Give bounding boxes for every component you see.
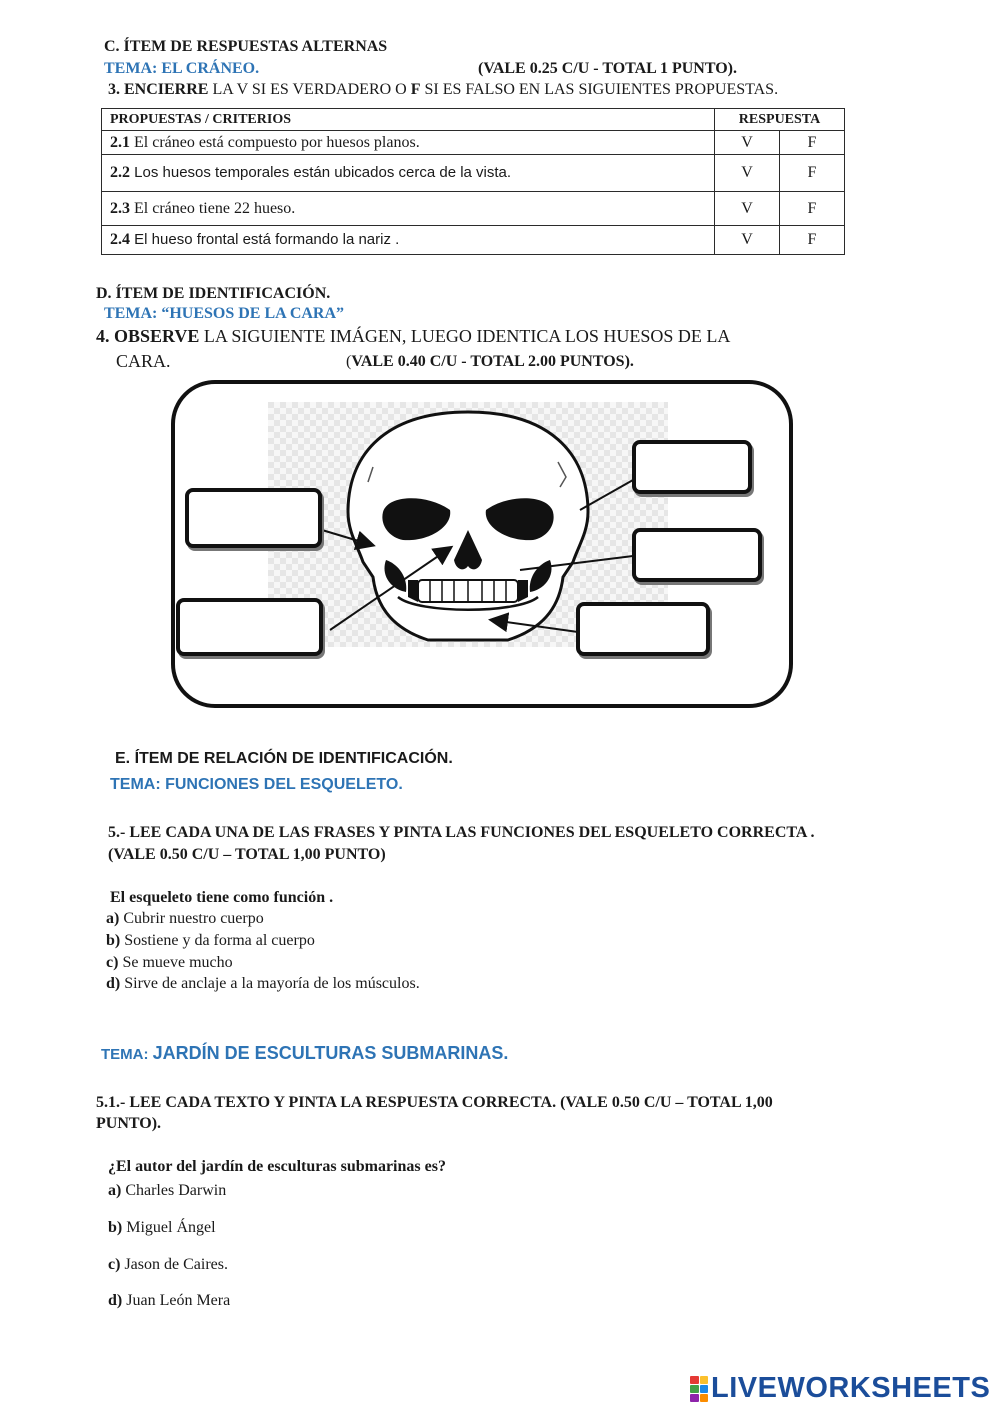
question-5-line1: 5.- LEE CADA UNA DE LAS FRASES Y PINTA LAS FUNCIONES DEL ESQUELETO CORRECTA .: [108, 824, 815, 841]
question-4-line2: CARA.: [116, 351, 171, 371]
question-3-number: 3. ENCIERRE: [108, 81, 209, 98]
answer-v[interactable]: V: [715, 226, 780, 255]
option-letter: d): [106, 975, 121, 992]
proposal-number: 2.1: [110, 133, 130, 151]
proposal-text: El cráneo está compuesto por huesos planos.: [130, 133, 420, 151]
answer-f[interactable]: F: [780, 155, 845, 192]
option-c[interactable]: [108, 1256, 228, 1274]
line-maxilla: [520, 556, 633, 570]
label-box-left-upper[interactable]: [185, 488, 322, 548]
arrow-cheek: [330, 548, 450, 630]
value-text: VALE 0.40 C/U - TOTAL 2.00 PUNTOS).: [351, 353, 634, 370]
arrow-temporal: [322, 530, 372, 545]
section-e-tema: TEMA: FUNCIONES DEL ESQUELETO.: [110, 776, 403, 793]
proposal-number: 2.3: [110, 199, 130, 217]
option-letter: a): [106, 910, 120, 927]
question-51-line2: PUNTO).: [96, 1115, 162, 1132]
option-text: Charles Darwin: [121, 1182, 227, 1199]
question-3-text-b: SI ES FALSO EN LAS SIGUIENTES PROPUESTAS.: [420, 81, 779, 98]
label-box-left-lower[interactable]: [176, 598, 323, 656]
option-letter: c): [108, 1256, 121, 1273]
section-d-heading: D. ÍTEM DE IDENTIFICACIÓN.: [96, 285, 331, 302]
section-e-heading: E. ÍTEM DE RELACIÓN DE IDENTIFICACIÓN.: [115, 750, 453, 767]
tema-label: TEMA:: [101, 1046, 153, 1063]
question-51-prompt: ¿El autor del jardín de esculturas submarinas es?: [108, 1158, 446, 1175]
option-b[interactable]: [108, 1219, 216, 1237]
question-5-line2: (VALE 0.50 C/U – TOTAL 1,00 PUNTO): [108, 846, 386, 863]
logo-text: LIVEWORKSHEETS: [711, 1372, 991, 1404]
question-5-prompt: El esqueleto tiene como función .: [110, 889, 334, 906]
answer-v[interactable]: V: [715, 131, 780, 155]
label-box-right-middle[interactable]: [632, 528, 762, 582]
option-text: Juan León Mera: [122, 1292, 231, 1309]
proposal-text: El cráneo tiene 22 hueso.: [130, 199, 296, 217]
answer-f[interactable]: F: [780, 226, 845, 255]
answer-v[interactable]: V: [715, 155, 780, 192]
option-text: Miguel Ángel: [122, 1219, 216, 1236]
option-d[interactable]: [108, 1292, 230, 1310]
logo-square: [700, 1394, 709, 1402]
section-c-value: (VALE 0.25 C/U - TOTAL 1 PUNTO).: [478, 60, 738, 77]
option-text: Cubrir nuestro cuerpo: [119, 910, 264, 927]
proposal-number: 2.4: [110, 231, 130, 248]
option-a[interactable]: [108, 1182, 226, 1200]
tema-title: JARDÍN DE ESCULTURAS SUBMARINAS.: [152, 1043, 509, 1063]
answer-f[interactable]: F: [780, 192, 845, 226]
option-letter: c): [106, 954, 119, 971]
question-3-f: F: [410, 81, 421, 98]
proposal-text: El hueso frontal está formando la nariz .: [130, 231, 400, 248]
section-f-tema: [101, 1043, 508, 1064]
option-letter: a): [108, 1182, 122, 1199]
proposal-number: 2.2: [110, 164, 130, 181]
option-b[interactable]: [106, 932, 315, 950]
section-d-tema: TEMA: “HUESOS DE LA CARA”: [104, 305, 345, 322]
logo-square: [690, 1376, 699, 1384]
section-c-tema: TEMA: EL CRÁNEO.: [104, 60, 260, 77]
logo-square: [690, 1385, 699, 1393]
question-51-line1: 5.1.- LEE CADA TEXTO Y PINTA LA RESPUESTA CORRECTA. (VALE 0.50 C/U – TOTAL 1,00: [96, 1094, 773, 1111]
liveworksheets-logo-icon: [690, 1376, 708, 1402]
question-3-text-a: LA V SI ES VERDADERO O: [208, 81, 411, 98]
option-letter: d): [108, 1292, 123, 1309]
option-c[interactable]: [106, 954, 233, 972]
option-text: Sostiene y da forma al cuerpo: [120, 932, 315, 949]
table-header-criteria: PROPUESTAS / CRITERIOS: [102, 109, 715, 131]
option-a[interactable]: [106, 910, 264, 928]
question-4-text: LA SIGUIENTE IMÁGEN, LUEGO IDENTICA LOS HUESOS DE LA: [199, 326, 731, 346]
question-4-number: 4. OBSERVE: [96, 326, 200, 346]
label-box-right-top[interactable]: [632, 440, 752, 494]
option-text: Jason de Caires.: [120, 1256, 228, 1273]
logo-square: [700, 1376, 709, 1384]
answer-f[interactable]: F: [780, 131, 845, 155]
label-box-bottom[interactable]: [576, 602, 710, 656]
option-text: Se mueve mucho: [118, 954, 233, 971]
liveworksheets-logo[interactable]: [690, 1372, 990, 1405]
option-text: Sirve de anclaje a la mayoría de los músculos.: [120, 975, 420, 992]
section-c-heading: C. ÍTEM DE RESPUESTAS ALTERNAS: [104, 38, 388, 55]
option-letter: b): [108, 1219, 123, 1236]
answer-v[interactable]: V: [715, 192, 780, 226]
line-frontal: [580, 480, 633, 510]
table-header-answer: RESPUESTA: [715, 109, 845, 131]
value-paren: (: [346, 353, 352, 370]
option-d[interactable]: [106, 975, 420, 993]
logo-square: [700, 1385, 709, 1393]
logo-square: [690, 1394, 699, 1402]
proposal-text: Los huesos temporales están ubicados cerca de la vista.: [130, 164, 512, 181]
option-letter: b): [106, 932, 121, 949]
arrow-mandible: [492, 620, 578, 632]
